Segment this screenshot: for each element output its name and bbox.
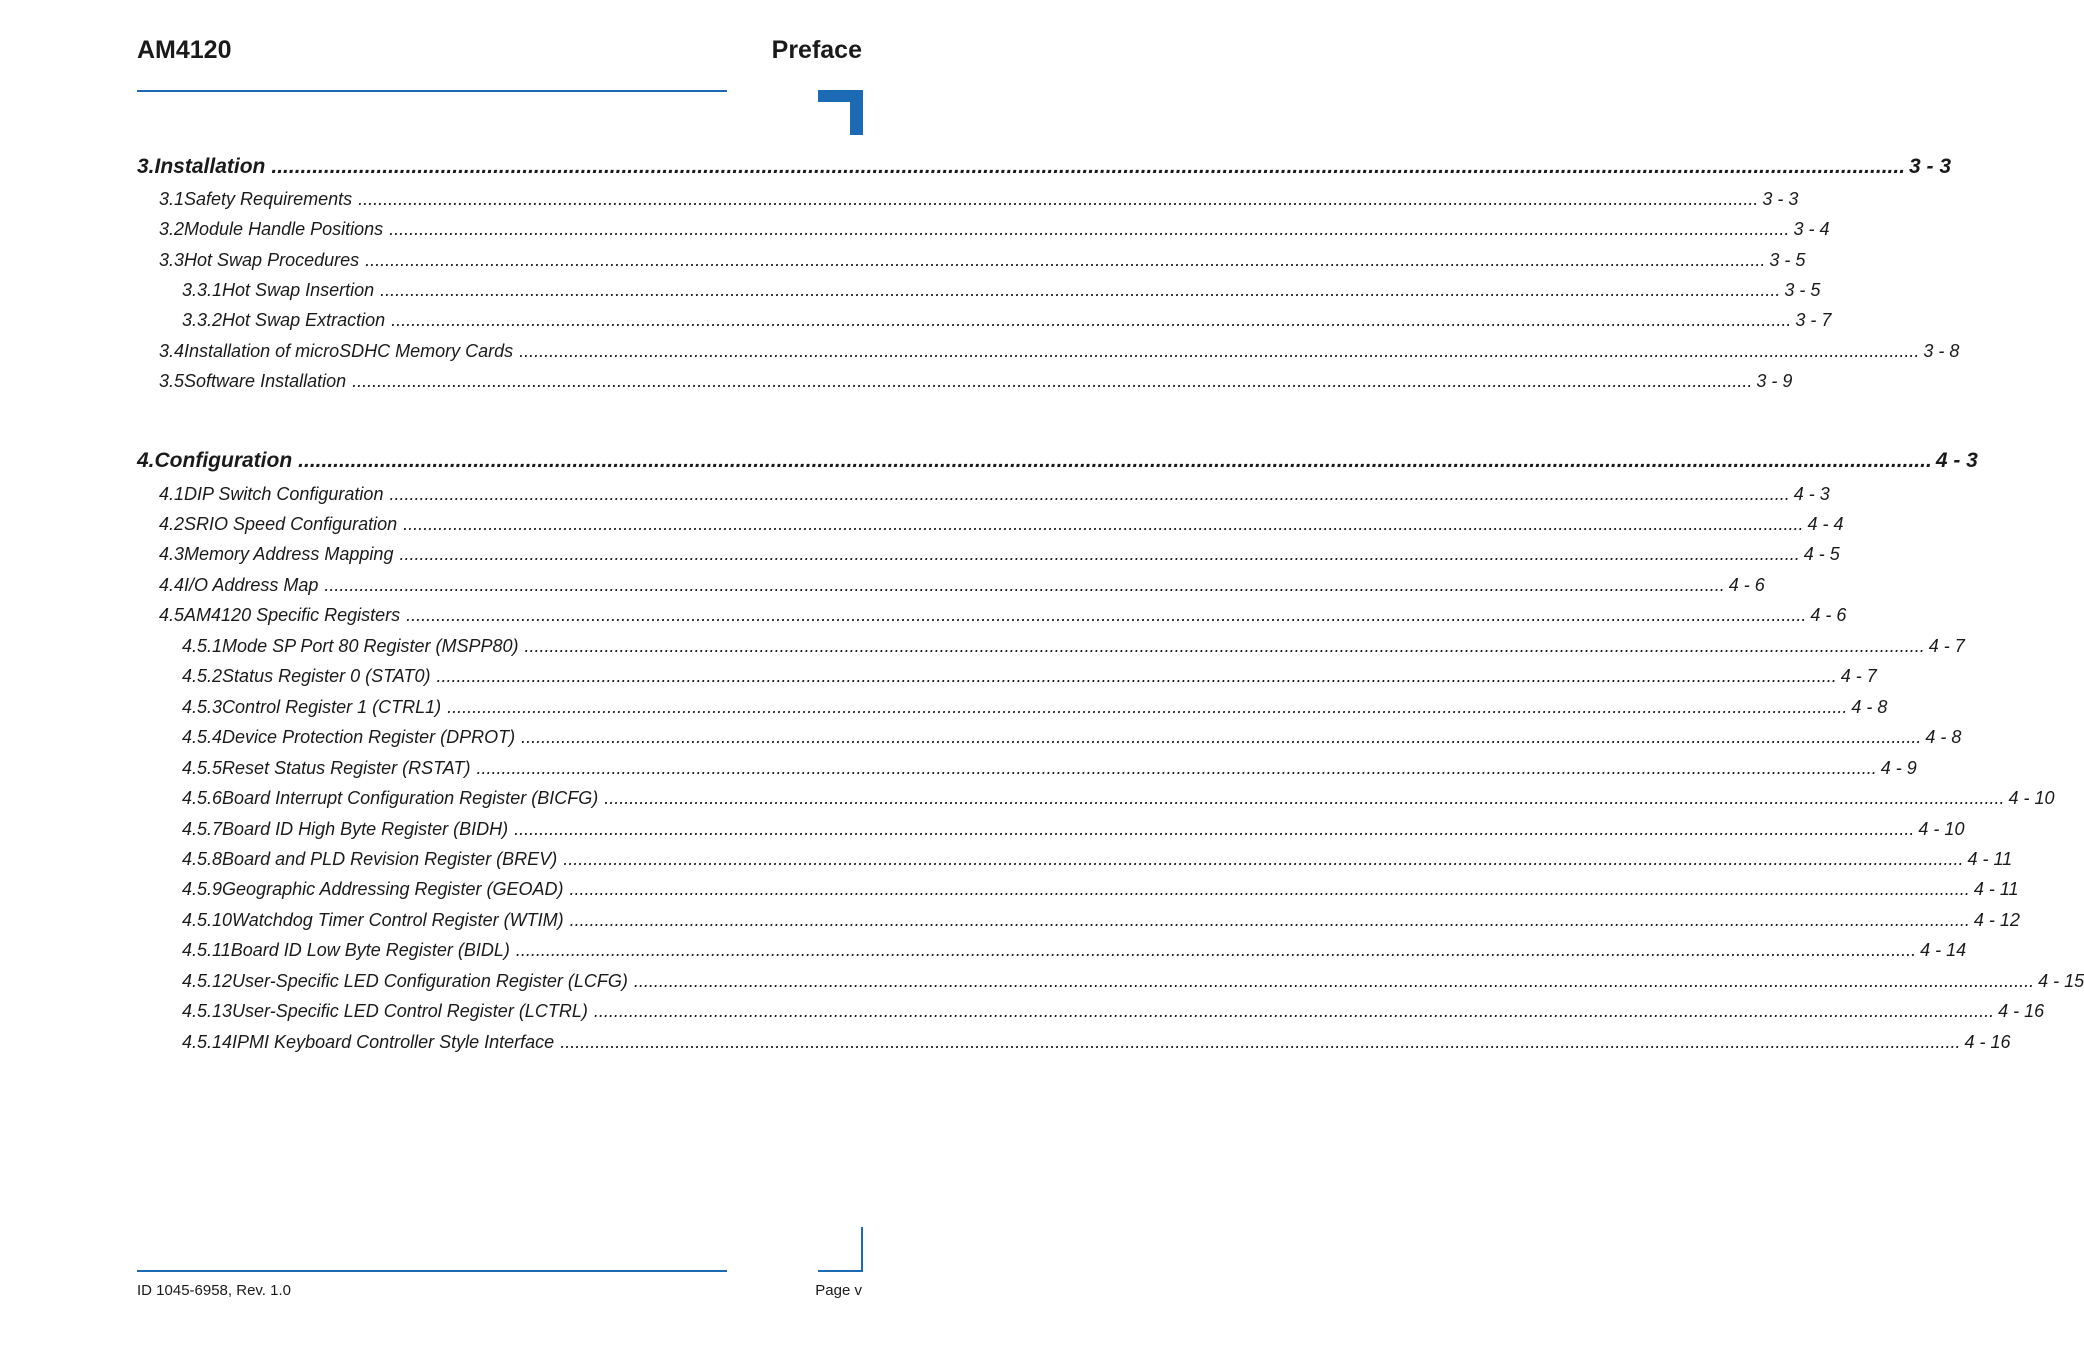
toc-entry-page: 3 - 5 <box>1769 250 1806 270</box>
toc-entry-title: Installation of microSDHC Memory Cards <box>184 341 514 361</box>
toc-entry[interactable] <box>0 280 1821 301</box>
toc-entry-number: 4.5.10 <box>182 910 233 930</box>
toc-entry-page: 3 - 3 <box>1762 189 1799 209</box>
toc-leader-dots <box>406 605 1806 626</box>
toc-entry-number: 3.2 <box>159 219 185 239</box>
toc-entry-number: 4.5.8 <box>182 849 223 869</box>
corner-mark-top-vertical <box>850 90 863 135</box>
section-title: Preface <box>771 36 862 64</box>
toc-entry-title: Hot Swap Extraction <box>222 310 386 330</box>
toc-entry-number: 3. <box>137 155 155 178</box>
toc-entry[interactable] <box>0 514 1844 535</box>
toc-entry-title: Software Installation <box>184 371 347 391</box>
toc-entry-number: 4.1 <box>159 484 185 504</box>
toc-entry[interactable] <box>0 1032 2011 1053</box>
toc-entry[interactable] <box>0 575 1765 596</box>
toc-entry[interactable] <box>0 849 2013 870</box>
toc-entry-page: 4 - 9 <box>1880 758 1917 778</box>
toc-entry-number: 4.5.7 <box>182 819 223 839</box>
toc-entry-title: Board ID High Byte Register (BIDH) <box>222 819 509 839</box>
toc-entry[interactable] <box>0 605 1847 626</box>
document-title: AM4120 <box>137 36 232 64</box>
toc-entry-title: User-Specific LED Control Register (LCTRL) <box>232 1001 588 1021</box>
toc-entry-title: Installation <box>154 155 266 178</box>
corner-mark-bottom <box>861 1227 863 1272</box>
toc-entry-number: 4.5.13 <box>182 1001 233 1021</box>
toc-entry-number: 3.3.1 <box>182 280 223 300</box>
toc-leader-dots <box>352 371 1752 392</box>
toc-leader-dots <box>436 666 1836 687</box>
toc-entry[interactable] <box>0 879 2019 900</box>
toc-entry-title: Status Register 0 (STAT0) <box>222 666 431 686</box>
toc-entry-page: 4 - 10 <box>2008 788 2055 808</box>
toc-entry-title: IPMI Keyboard Controller Style Interface <box>232 1032 555 1052</box>
toc-entry-title: Device Protection Register (DPROT) <box>222 727 516 747</box>
toc-entry[interactable] <box>0 727 1962 748</box>
toc-entry-title: User-Specific LED Configuration Register (LCFG) <box>232 971 628 991</box>
toc-entry-page: 4 - 3 <box>1935 449 1978 472</box>
toc-entry[interactable] <box>0 666 1877 687</box>
toc-entry[interactable] <box>0 1001 2045 1022</box>
toc-leader-dots <box>399 544 1799 565</box>
toc-entry-page: 3 - 8 <box>1923 341 1960 361</box>
toc-entry-title: Configuration <box>154 449 293 472</box>
toc-entry-title: DIP Switch Configuration <box>184 484 384 504</box>
toc-entry[interactable] <box>0 310 1832 331</box>
toc-entry[interactable] <box>0 940 1967 961</box>
toc-entry-page: 4 - 11 <box>1967 849 2013 869</box>
toc-entry-page: 4 - 8 <box>1851 697 1888 717</box>
toc-leader-dots <box>563 849 1963 870</box>
toc-entry-title: Hot Swap Insertion <box>222 280 375 300</box>
toc-entry-title: Hot Swap Procedures <box>184 250 360 270</box>
toc-leader-dots <box>403 514 1803 535</box>
page-number: Page v <box>815 1282 862 1299</box>
toc-entry-title: AM4120 Specific Registers <box>184 605 401 625</box>
toc-entry-page: 4 - 11 <box>1973 879 2019 899</box>
toc-entry-page: 4 - 7 <box>1928 636 1965 656</box>
toc-leader-dots <box>521 727 1921 748</box>
toc-leader-dots <box>516 940 1916 961</box>
toc-entry-number: 4.5.5 <box>182 758 223 778</box>
toc-entry-page: 4 - 7 <box>1840 666 1877 686</box>
toc-entry-title: SRIO Speed Configuration <box>184 514 398 534</box>
toc-entry-title: Watchdog Timer Control Register (WTIM) <box>232 910 564 930</box>
toc-entry[interactable] <box>0 155 1952 179</box>
toc-entry-page: 4 - 6 <box>1810 605 1847 625</box>
toc-leader-dots <box>519 341 1919 362</box>
toc-entry[interactable] <box>0 758 1917 779</box>
toc-entry[interactable] <box>0 250 1806 271</box>
toc-leader-dots <box>570 879 1970 900</box>
toc-entry[interactable] <box>0 910 2020 931</box>
toc-entry[interactable] <box>0 484 1830 505</box>
corner-mark-bottom-horizontal <box>818 1270 863 1272</box>
toc-leader-dots <box>271 155 1905 179</box>
toc-entry-number: 4.5.14 <box>182 1032 233 1052</box>
toc-entry[interactable] <box>0 788 2055 809</box>
toc-entry-title: Board Interrupt Configuration Register (BICFG) <box>222 788 599 808</box>
toc-leader-dots <box>358 189 1758 210</box>
toc-entry[interactable] <box>0 371 1793 392</box>
toc-entry-page: 4 - 14 <box>1920 940 1967 960</box>
toc-entry-page: 4 - 16 <box>1998 1001 2045 1021</box>
toc-entry-page: 4 - 12 <box>1973 910 2020 930</box>
toc-entry-number: 3.3.2 <box>182 310 223 330</box>
toc-leader-dots <box>525 636 1925 657</box>
toc-entry-title: Control Register 1 (CTRL1) <box>222 697 442 717</box>
toc-entry-title: Safety Requirements <box>184 189 353 209</box>
document-id: ID 1045-6958, Rev. 1.0 <box>137 1282 291 1299</box>
toc-entry[interactable] <box>0 697 1888 718</box>
toc-entry-page: 3 - 7 <box>1795 310 1832 330</box>
toc-leader-dots <box>594 1001 1994 1022</box>
toc-entry[interactable] <box>0 544 1840 565</box>
toc-entry-number: 4.5.2 <box>182 666 223 686</box>
toc-leader-dots <box>514 819 1914 840</box>
toc-entry-number: 4.2 <box>159 514 185 534</box>
toc-entry-number: 4.5 <box>159 605 185 625</box>
toc-leader-dots <box>380 280 1780 301</box>
toc-entry-page: 4 - 15 <box>2038 971 2084 991</box>
toc-entry-title: Geographic Addressing Register (GEOAD) <box>222 879 564 899</box>
toc-entry-page: 4 - 10 <box>1918 819 1965 839</box>
toc-leader-dots <box>570 910 1970 931</box>
toc-entry[interactable] <box>0 341 1960 362</box>
toc-entry-title: I/O Address Map <box>184 575 319 595</box>
toc-entry-number: 3.1 <box>159 189 185 209</box>
toc-entry-page: 3 - 4 <box>1793 219 1830 239</box>
toc-entry-number: 4.5.3 <box>182 697 223 717</box>
toc-entry[interactable] <box>0 449 1978 473</box>
toc-entry-number: 4.5.4 <box>182 727 223 747</box>
toc-entry-page: 4 - 6 <box>1728 575 1765 595</box>
toc-entry-title: Memory Address Mapping <box>184 544 394 564</box>
toc-leader-dots <box>389 219 1789 240</box>
footer-rule <box>137 1270 727 1272</box>
toc-leader-dots <box>604 788 2004 809</box>
toc-entry-page: 3 - 5 <box>1784 280 1821 300</box>
toc-entry[interactable] <box>0 189 1799 210</box>
toc-entry-page: 4 - 16 <box>1964 1032 2011 1052</box>
toc-entry[interactable] <box>0 971 2084 992</box>
toc-leader-dots <box>476 758 1876 779</box>
toc-entry-number: 4.5.11 <box>182 940 231 960</box>
toc-leader-dots <box>389 484 1789 505</box>
toc-leader-dots <box>324 575 1724 596</box>
toc-entry-page: 3 - 9 <box>1756 371 1793 391</box>
toc-leader-dots <box>634 971 2034 992</box>
toc-entry-number: 4.3 <box>159 544 185 564</box>
toc-entry-title: Board ID Low Byte Register (BIDL) <box>230 940 510 960</box>
toc-entry-number: 4.5.6 <box>182 788 223 808</box>
toc-entry-title: Reset Status Register (RSTAT) <box>222 758 471 778</box>
toc-entry-number: 3.4 <box>159 341 185 361</box>
toc-entry-page: 3 - 3 <box>1909 155 1952 178</box>
toc-entry-number: 4.5.1 <box>182 636 223 656</box>
toc-entry-number: 3.3 <box>159 250 185 270</box>
toc-leader-dots <box>560 1032 1960 1053</box>
toc-entry-number: 4.4 <box>159 575 185 595</box>
toc-leader-dots <box>447 697 1847 718</box>
toc-leader-dots <box>298 449 1932 473</box>
toc-leader-dots <box>365 250 1765 271</box>
header-rule <box>137 90 727 92</box>
toc-entry-title: Module Handle Positions <box>184 219 384 239</box>
toc-entry[interactable] <box>0 636 1965 657</box>
toc-entry-number: 4.5.12 <box>182 971 233 991</box>
toc-entry-page: 4 - 5 <box>1803 544 1840 564</box>
toc-entry-title: Board and PLD Revision Register (BREV) <box>222 849 558 869</box>
toc-entry-page: 4 - 4 <box>1807 514 1844 534</box>
toc-entry-page: 4 - 8 <box>1925 727 1962 747</box>
toc-entry-title: Mode SP Port 80 Register (MSPP80) <box>222 636 519 656</box>
toc-entry[interactable] <box>0 219 1830 240</box>
toc-entry-number: 4. <box>137 449 155 472</box>
toc-entry-number: 4.5.9 <box>182 879 223 899</box>
toc-entry-page: 4 - 3 <box>1793 484 1830 504</box>
toc-entry-number: 3.5 <box>159 371 185 391</box>
toc-leader-dots <box>391 310 1791 331</box>
toc-entry[interactable] <box>0 819 1965 840</box>
